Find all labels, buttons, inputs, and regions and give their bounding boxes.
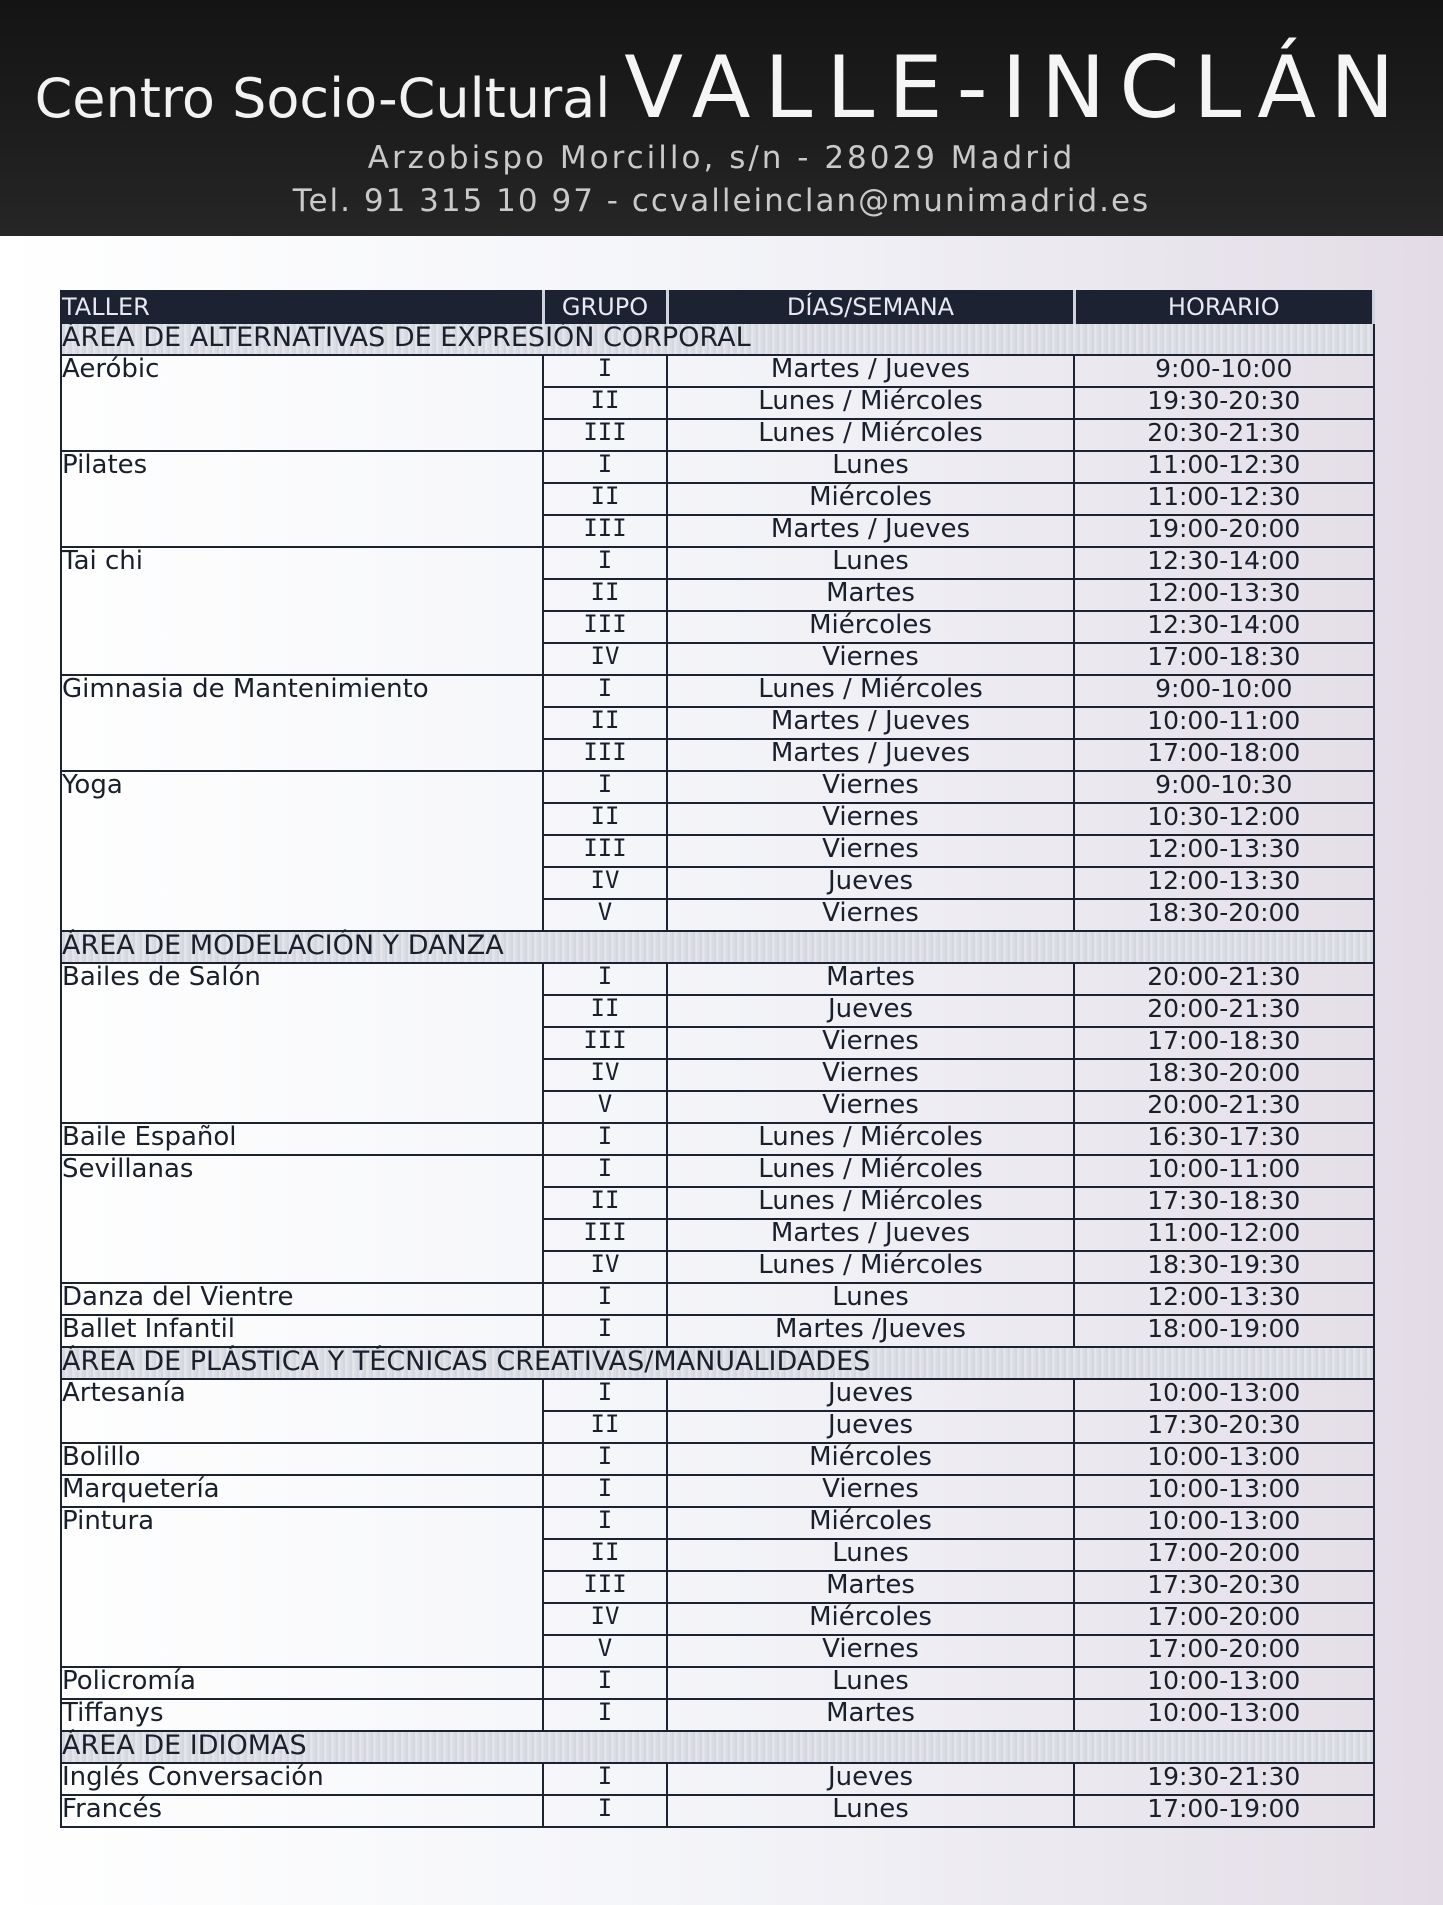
grupo-cell: IV (543, 867, 667, 899)
dias-cell: Lunes (667, 1795, 1074, 1827)
dias-cell: Miércoles (667, 1443, 1074, 1475)
dias-cell: Martes (667, 1571, 1074, 1603)
grupo-cell: I (543, 1667, 667, 1699)
table-row (61, 771, 1374, 803)
horario-cell: 10:00-11:00 (1074, 1155, 1374, 1187)
dias-cell: Viernes (667, 1091, 1074, 1123)
dias-cell: Martes / Jueves (667, 707, 1074, 739)
dias-cell: Martes / Jueves (667, 355, 1074, 387)
title-row (0, 38, 1443, 138)
horario-cell: 12:30-14:00 (1074, 611, 1374, 643)
horario-cell: 19:30-20:30 (1074, 387, 1374, 419)
horario-cell: 19:30-21:30 (1074, 1763, 1374, 1795)
table-row (61, 1315, 1374, 1347)
table-row (61, 1507, 1374, 1539)
table-row (61, 1123, 1374, 1155)
grupo-cell: I (543, 1379, 667, 1411)
dias-cell: Martes (667, 1699, 1074, 1731)
contact-line: Tel. 91 315 10 97 - ccvalleinclan@munimadrid.es (292, 183, 1151, 219)
horario-cell: 12:00-13:30 (1074, 835, 1374, 867)
title-small: Centro Socio-Cultural (34, 67, 611, 130)
dias-cell: Lunes / Miércoles (667, 387, 1074, 419)
dias-cell: Lunes (667, 547, 1074, 579)
grupo-cell: I (543, 1507, 667, 1539)
grupo-cell: II (543, 1187, 667, 1219)
dias-cell: Viernes (667, 771, 1074, 803)
table-row (61, 355, 1374, 387)
dias-cell: Lunes / Miércoles (667, 1155, 1074, 1187)
horario-cell: 11:00-12:00 (1074, 1219, 1374, 1251)
grupo-cell: I (543, 1763, 667, 1795)
grupo-cell: III (543, 515, 667, 547)
grupo-cell: I (543, 451, 667, 483)
horario-cell: 10:00-13:00 (1074, 1507, 1374, 1539)
schedule-body (61, 323, 1374, 1827)
address: Arzobispo Morcillo, s/n - 28029 Madrid (367, 140, 1076, 176)
area-row (61, 1731, 1374, 1763)
grupo-cell: III (543, 739, 667, 771)
horario-cell: 20:30-21:30 (1074, 419, 1374, 451)
taller-name: Bolillo (61, 1443, 543, 1475)
horario-cell: 20:00-21:30 (1074, 995, 1374, 1027)
table-row (61, 675, 1374, 707)
horario-cell: 10:30-12:00 (1074, 803, 1374, 835)
horario-cell: 10:00-13:00 (1074, 1699, 1374, 1731)
dias-cell: Martes /Jueves (667, 1315, 1074, 1347)
dias-cell: Viernes (667, 803, 1074, 835)
dias-cell: Lunes (667, 1539, 1074, 1571)
horario-cell: 18:00-19:00 (1074, 1315, 1374, 1347)
horario-cell: 18:30-20:00 (1074, 899, 1374, 931)
taller-name: Marquetería (61, 1475, 543, 1507)
table-row (61, 547, 1374, 579)
grupo-cell: I (543, 963, 667, 995)
horario-cell: 17:00-18:30 (1074, 1027, 1374, 1059)
grupo-cell: I (543, 1475, 667, 1507)
dias-cell: Lunes (667, 1667, 1074, 1699)
grupo-cell: II (543, 1411, 667, 1443)
area-row (61, 1347, 1374, 1379)
horario-cell: 9:00-10:00 (1074, 675, 1374, 707)
taller-name: Bailes de Salón (61, 963, 543, 1123)
taller-name: Yoga (61, 771, 543, 931)
horario-cell: 10:00-11:00 (1074, 707, 1374, 739)
header-banner (0, 0, 1443, 236)
area-title: ÁREA DE MODELACIÓN Y DANZA (61, 931, 1374, 963)
taller-name: Baile Español (61, 1123, 543, 1155)
dias-cell: Jueves (667, 1763, 1074, 1795)
table-row (61, 1667, 1374, 1699)
table-row (61, 1379, 1374, 1411)
horario-cell: 17:00-20:00 (1074, 1635, 1374, 1667)
dias-cell: Viernes (667, 1475, 1074, 1507)
grupo-cell: III (543, 1571, 667, 1603)
horario-cell: 10:00-13:00 (1074, 1667, 1374, 1699)
grupo-cell: I (543, 547, 667, 579)
horario-cell: 19:00-20:00 (1074, 515, 1374, 547)
horario-cell: 12:00-13:30 (1074, 579, 1374, 611)
table-row (61, 1283, 1374, 1315)
taller-name: Tai chi (61, 547, 543, 675)
dias-cell: Lunes / Miércoles (667, 1123, 1074, 1155)
horario-cell: 17:30-20:30 (1074, 1411, 1374, 1443)
grupo-cell: I (543, 1443, 667, 1475)
grupo-cell: I (543, 1795, 667, 1827)
horario-cell: 11:00-12:30 (1074, 483, 1374, 515)
horario-cell: 9:00-10:00 (1074, 355, 1374, 387)
dias-cell: Jueves (667, 1379, 1074, 1411)
dias-cell: Martes / Jueves (667, 1219, 1074, 1251)
area-row (61, 323, 1374, 355)
horario-cell: 17:30-18:30 (1074, 1187, 1374, 1219)
grupo-cell: IV (543, 1603, 667, 1635)
taller-name: Tiffanys (61, 1699, 543, 1731)
dias-cell: Viernes (667, 835, 1074, 867)
column-header-dias: DÍAS/SEMANA (667, 291, 1074, 323)
taller-name: Danza del Vientre (61, 1283, 543, 1315)
dias-cell: Jueves (667, 1411, 1074, 1443)
horario-cell: 12:00-13:30 (1074, 867, 1374, 899)
grupo-cell: II (543, 1539, 667, 1571)
horario-cell: 12:00-13:30 (1074, 1283, 1374, 1315)
area-title: ÁREA DE ALTERNATIVAS DE EXPRESIÓN CORPORAL (61, 323, 1374, 355)
dias-cell: Miércoles (667, 483, 1074, 515)
horario-cell: 18:30-20:00 (1074, 1059, 1374, 1091)
horario-cell: 17:00-18:30 (1074, 643, 1374, 675)
grupo-cell: I (543, 355, 667, 387)
grupo-cell: I (543, 1315, 667, 1347)
dias-cell: Lunes (667, 451, 1074, 483)
table-row (61, 1795, 1374, 1827)
dias-cell: Lunes / Miércoles (667, 675, 1074, 707)
taller-name: Francés (61, 1795, 543, 1827)
grupo-cell: I (543, 1283, 667, 1315)
grupo-cell: III (543, 1219, 667, 1251)
dias-cell: Martes (667, 963, 1074, 995)
grupo-cell: I (543, 675, 667, 707)
dias-cell: Jueves (667, 995, 1074, 1027)
table-row (61, 1763, 1374, 1795)
taller-name: Inglés Conversación (61, 1763, 543, 1795)
grupo-cell: V (543, 1635, 667, 1667)
taller-name: Pilates (61, 451, 543, 547)
dias-cell: Viernes (667, 1059, 1074, 1091)
taller-name: Pintura (61, 1507, 543, 1667)
dias-cell: Lunes / Miércoles (667, 1251, 1074, 1283)
table-row (61, 1475, 1374, 1507)
grupo-cell: III (543, 1027, 667, 1059)
area-title: ÁREA DE IDIOMAS (61, 1731, 1374, 1763)
dias-cell: Miércoles (667, 1603, 1074, 1635)
taller-name: Ballet Infantil (61, 1315, 543, 1347)
horario-cell: 18:30-19:30 (1074, 1251, 1374, 1283)
dias-cell: Viernes (667, 899, 1074, 931)
dias-cell: Viernes (667, 643, 1074, 675)
dias-cell: Lunes / Miércoles (667, 1187, 1074, 1219)
grupo-cell: II (543, 387, 667, 419)
horario-cell: 17:00-20:00 (1074, 1539, 1374, 1571)
dias-cell: Lunes (667, 1283, 1074, 1315)
horario-cell: 10:00-13:00 (1074, 1443, 1374, 1475)
grupo-cell: II (543, 579, 667, 611)
grupo-cell: I (543, 771, 667, 803)
taller-name: Sevillanas (61, 1155, 543, 1283)
horario-cell: 17:00-19:00 (1074, 1795, 1374, 1827)
column-header-grupo: GRUPO (543, 291, 667, 323)
table-row (61, 963, 1374, 995)
dias-cell: Jueves (667, 867, 1074, 899)
horario-cell: 10:00-13:00 (1074, 1379, 1374, 1411)
grupo-cell: III (543, 611, 667, 643)
taller-name: Policromía (61, 1667, 543, 1699)
table-row (61, 1443, 1374, 1475)
dias-cell: Viernes (667, 1027, 1074, 1059)
dias-cell: Miércoles (667, 1507, 1074, 1539)
horario-cell: 17:00-20:00 (1074, 1603, 1374, 1635)
horario-cell: 17:00-18:00 (1074, 739, 1374, 771)
grupo-cell: II (543, 995, 667, 1027)
grupo-cell: II (543, 483, 667, 515)
grupo-cell: IV (543, 1251, 667, 1283)
grupo-cell: II (543, 803, 667, 835)
grupo-cell: I (543, 1699, 667, 1731)
dias-cell: Miércoles (667, 611, 1074, 643)
horario-cell: 11:00-12:30 (1074, 451, 1374, 483)
area-title: ÁREA DE PLÁSTICA Y TÉCNICAS CREATIVAS/MANUALIDADES (61, 1347, 1374, 1379)
horario-cell: 16:30-17:30 (1074, 1123, 1374, 1155)
column-header-row (61, 291, 1374, 323)
horario-cell: 20:00-21:30 (1074, 963, 1374, 995)
grupo-cell: III (543, 419, 667, 451)
area-row (61, 931, 1374, 963)
column-header-horario: HORARIO (1074, 291, 1374, 323)
dias-cell: Lunes / Miércoles (667, 419, 1074, 451)
horario-cell: 9:00-10:30 (1074, 771, 1374, 803)
column-header-taller: TALLER (61, 291, 543, 323)
taller-name: Aeróbic (61, 355, 543, 451)
table-row (61, 1155, 1374, 1187)
schedule-table (60, 290, 1375, 1828)
grupo-cell: IV (543, 643, 667, 675)
grupo-cell: III (543, 835, 667, 867)
taller-name: Gimnasia de Mantenimiento (61, 675, 543, 771)
dias-cell: Martes / Jueves (667, 739, 1074, 771)
dias-cell: Martes (667, 579, 1074, 611)
table-row (61, 451, 1374, 483)
horario-cell: 17:30-20:30 (1074, 1571, 1374, 1603)
horario-cell: 12:30-14:00 (1074, 547, 1374, 579)
dias-cell: Viernes (667, 1635, 1074, 1667)
taller-name: Artesanía (61, 1379, 543, 1443)
title-big: VALLE-INCLÁN (624, 38, 1409, 138)
dias-cell: Martes / Jueves (667, 515, 1074, 547)
table-row (61, 1699, 1374, 1731)
grupo-cell: V (543, 1091, 667, 1123)
grupo-cell: V (543, 899, 667, 931)
grupo-cell: I (543, 1123, 667, 1155)
grupo-cell: II (543, 707, 667, 739)
grupo-cell: I (543, 1155, 667, 1187)
grupo-cell: IV (543, 1059, 667, 1091)
horario-cell: 10:00-13:00 (1074, 1475, 1374, 1507)
horario-cell: 20:00-21:30 (1074, 1091, 1374, 1123)
